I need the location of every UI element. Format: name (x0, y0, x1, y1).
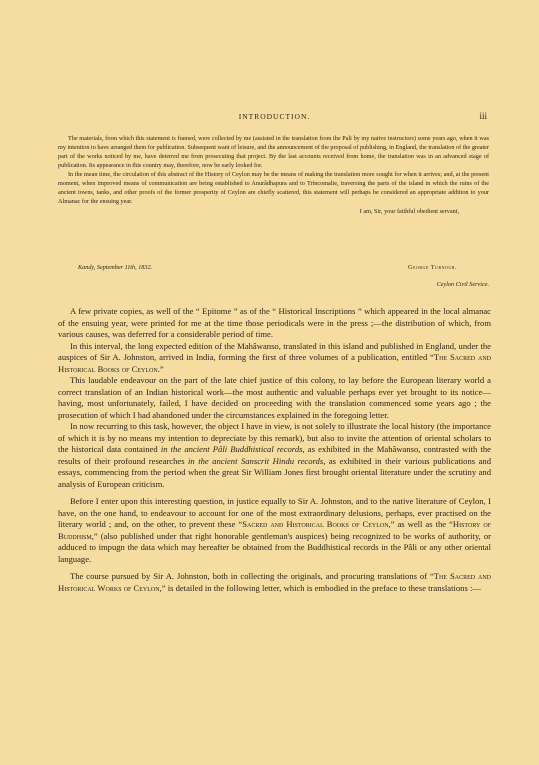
letter-paragraph-2: In the mean time, the circulation of this abstract of the History of Ceylon may be the means of making the translation more sought for when it arrives; and, at the present moment, when improved means of communication are being established to Anurâdhapura and to Trincomalie, traversing the parts of the island in which the ruins of the ancient towns, tanks, and other proofs of the former prosperity of Ceylon are chiefly scattered, this statement will perhaps be considered an appropriate addition to your Almanac for the ensuing year. (58, 171, 489, 205)
paragraph-4-italic-1: in the ancient Pâli Buddhistical records, (157, 444, 305, 454)
letter-closing: I am, Sir, your faithful obedient servant, (359, 208, 459, 215)
paragraph-2-book-title: The Sacred and Historical Books of Ceylon (58, 352, 491, 374)
paragraph-6-text-a: The course pursued by Sir A. Johnston, both in collecting the originals, and procuring translations of “ (70, 571, 434, 581)
paragraph-4-text-b: as exhibited in the Mahâwanso, contrasted with the results of their profound researches (58, 444, 491, 466)
paragraph-5-text-c: ,” (also published under that right honorable gentleman's auspices) being recognized to be works of authority, or adduced to impugn the data which may hereafter be obtained from the Buddhistical records in the Pâli or any other oriental language. (58, 530, 491, 564)
letter-service: Ceylon Civil Service. (436, 281, 489, 288)
running-header (58, 112, 491, 124)
paragraph-6-title: The Sacred and Historical Works of Ceylon (58, 571, 491, 593)
letter-excerpt (58, 134, 489, 216)
paragraph-2-text-a: In this interval, the long expected edition of the Mahâwanso, translated in this island and published in England, under the auspices of Sir A. Johnston, arrived in India, forming the first of three volumes of a publication, entitled “ (58, 340, 491, 362)
paragraph-6 (58, 571, 491, 594)
paragraph-3: This laudable endeavour on the part of the late chief justice of this colony, to lay before the European literary world a correct translation of an Indian historical work—the most authentic and valuable perhaps ever yet brought to its notice—having, most unfortunately, failed, I have decided on proceeding with the translation commenced some years ago ; the prosecution of which I had abandoned under the circumstances explained in the foregoing letter. (58, 375, 491, 420)
letter-date: Kandy, September 11th, 1832. (78, 264, 153, 271)
paragraph-5-text-a: Before I enter upon this interesting question, in justice equally to Sir A. Johnston, and to the native literature of Ceylon, I have, on the one hand, to endeavour to account for one of the most extraordinary delusions, perhaps, ever practised on the literary world ; and, on the other, to prevent these “ (58, 496, 491, 529)
paragraph-5 (58, 496, 491, 565)
paragraph-6-text-b: ,” is detailed in the following letter, which is embodied in the preface to these translations :— (159, 582, 481, 593)
paragraph-4-italic-2: in the ancient Sanscrit Hindu records, (184, 455, 326, 466)
running-title: INTRODUCTION. (238, 112, 311, 121)
letter-dateline (78, 264, 489, 274)
letter-paragraph-1: The materials, from which this statement is framed, were collected by me (assisted in the translation from the Pali by my native instructors) some years ago, when it was my intention to have arranged them for publication. Subsequent want of leisure, and the announcement of the proposal of publishing, in England, the translation of the greater part of the works noticed by me, have deterred me from prosecuting that project. By the last accounts received from home, the translation was in an advanced stage of publication. Its appearance in this country may, therefore, now be early looked for. (58, 135, 489, 169)
paragraph-1: A few private copies, as well of the “ Epitome ” as of the “ Historical Inscriptions ” which appeared in the local almanac of the ensuing year, were printed for me at the time those periodicals were in the press ;—the distribution of which, from various causes, was deferred for a considerable period of time. (58, 306, 491, 339)
paragraph-2 (58, 341, 491, 376)
paragraph-4 (58, 421, 491, 490)
paragraph-5-text-b: ,” as well as the “ (388, 519, 453, 529)
paragraph-4-text-a: In now recurring to this task, however, the object I have in view, is not solely to illustrate the local history (the importance of which it is by no means my intention to depreciate by this remark), but also to invite the attention of oriental scholars to the historical data contained (58, 421, 491, 454)
paragraph-5-title-1: Sacred and Historical Books of Ceylon (242, 519, 389, 529)
paragraph-5-title-2: History of Buddhism (58, 519, 491, 541)
page-number: iii (479, 111, 487, 121)
main-text (58, 306, 491, 594)
letter-signer: George Turnour. (408, 264, 457, 271)
paragraph-4-text-c: as exhibited in their various publications and essays, commencing from the period when the great Sir William Jones first brought oriental literature under the scrutiny and analysis of European criticism. (58, 455, 491, 489)
paragraph-2-text-b: .” (157, 363, 164, 374)
